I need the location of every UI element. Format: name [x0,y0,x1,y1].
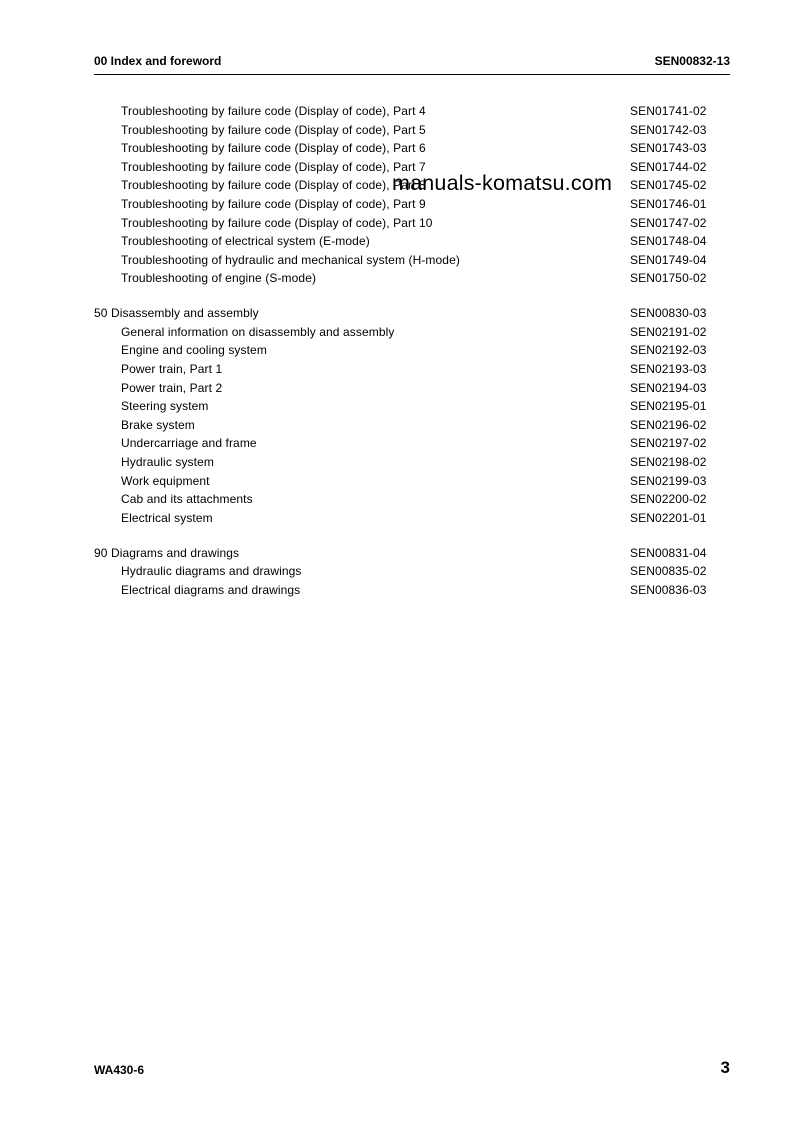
toc-entry[interactable] [94,360,734,379]
toc-section-heading[interactable] [94,544,734,563]
toc-entry-title: Troubleshooting by failure code (Display of code), Part 9 [121,196,426,211]
toc-entry[interactable] [94,251,734,270]
toc-entry[interactable] [94,416,734,435]
toc-entry-title: Electrical system [121,510,213,525]
toc-entry-title: Brake system [121,417,195,432]
toc-entry-title: Troubleshooting by failure code (Display of code), Part 6 [121,141,426,156]
toc-entry-code: SEN01742-03 [630,122,707,137]
toc-entry-code: SEN02196-02 [630,417,707,432]
toc-entry-title: Electrical diagrams and drawings [121,582,301,597]
toc-entry-code: SEN02199-03 [630,473,707,488]
toc-entry[interactable] [94,453,734,472]
footer-model: WA430-6 [94,1063,145,1077]
toc-entry[interactable] [94,341,734,360]
section-spacer [94,288,734,304]
toc-entry-code: SEN00835-02 [630,564,707,579]
toc-entry-code: SEN01748-04 [630,234,707,249]
toc-entry[interactable] [94,434,734,453]
toc-entry-code: SEN01749-04 [630,252,707,267]
toc-entry[interactable] [94,581,734,600]
toc-entry[interactable] [94,562,734,581]
toc-entry-title: Troubleshooting of electrical system (E-mode) [121,234,370,249]
section-spacer [94,527,734,543]
toc-section-heading[interactable] [94,304,734,323]
page-header-title: 00 Index and foreword [94,54,222,68]
toc-entry-code: SEN01746-01 [630,196,707,211]
toc-entry-code: SEN02195-01 [630,399,707,414]
toc-entry-title: Troubleshooting by failure code (Display of code), Part 5 [121,122,426,137]
header-divider [94,74,730,75]
document-number: SEN00832-13 [654,54,730,68]
toc-entry[interactable] [94,472,734,491]
toc-entry-code: SEN02194-03 [630,380,707,395]
toc-entry-title: Work equipment [121,473,210,488]
toc-entry-code: SEN02191-02 [630,324,707,339]
toc-entry-title: Troubleshooting by failure code (Display of code), Part 4 [121,104,426,118]
toc-section-code: SEN00830-03 [630,306,707,321]
toc-entry[interactable] [94,379,734,398]
toc-entry[interactable] [94,195,734,214]
toc-entry[interactable] [94,490,734,509]
toc-entry[interactable] [94,214,734,233]
toc-entry-title: Hydraulic diagrams and drawings [121,564,302,579]
toc-entry-title: Steering system [121,399,209,414]
toc-entry-code: SEN02197-02 [630,436,707,451]
toc-entry-title: Troubleshooting of engine (S-mode) [121,271,317,286]
toc-entry[interactable] [94,269,734,288]
toc-section-title: 50 Disassembly and assembly [94,306,259,321]
toc-entry-title: Troubleshooting by failure code (Display of code), Part 7 [121,159,426,174]
toc-entry[interactable] [94,121,734,140]
toc-section-code: SEN00831-04 [630,545,707,560]
toc-entry[interactable] [94,323,734,342]
toc-entry-title: Troubleshooting by failure code (Display of code), Part 10 [121,215,433,230]
toc-entry-code: SEN02200-02 [630,492,707,507]
toc-entry[interactable] [94,139,734,158]
toc-entry[interactable] [94,102,734,121]
toc-entry-code: SEN01741-02 [630,104,707,118]
page-number: 3 [720,1058,730,1077]
toc-entry-code: SEN01744-02 [630,159,707,174]
toc-entry[interactable] [94,397,734,416]
toc-entry-title: Power train, Part 1 [121,362,223,377]
toc-entry-title: Troubleshooting by failure code (Display of code), Part 8 [121,178,426,193]
toc-entry-code: SEN00836-03 [630,582,707,597]
toc-entry-title: Power train, Part 2 [121,380,223,395]
toc-entry-code: SEN02198-02 [630,454,707,469]
toc-entry-code: SEN01747-02 [630,215,707,230]
toc-entry-code: SEN02201-01 [630,510,707,525]
watermark-text: manuals-komatsu.com [392,171,613,195]
toc-entry-title: Troubleshooting of hydraulic and mechanical system (H-mode) [121,252,460,267]
toc-entry-title: General information on disassembly and assembly [121,324,395,339]
toc-entry-title: Engine and cooling system [121,343,267,358]
toc-entry-title: Cab and its attachments [121,492,253,507]
toc-entry-code: SEN01750-02 [630,271,707,286]
toc-entry-code: SEN02192-03 [630,343,707,358]
toc-entry-title: Hydraulic system [121,454,214,469]
toc-entry[interactable] [94,509,734,528]
toc-entry-code: SEN01743-03 [630,141,707,156]
toc-entry[interactable] [94,232,734,251]
toc-entry-title: Undercarriage and frame [121,436,257,451]
toc-section-title: 90 Diagrams and drawings [94,545,240,560]
toc-entry-code: SEN01745-02 [630,178,707,193]
toc-entry-code: SEN02193-03 [630,362,707,377]
